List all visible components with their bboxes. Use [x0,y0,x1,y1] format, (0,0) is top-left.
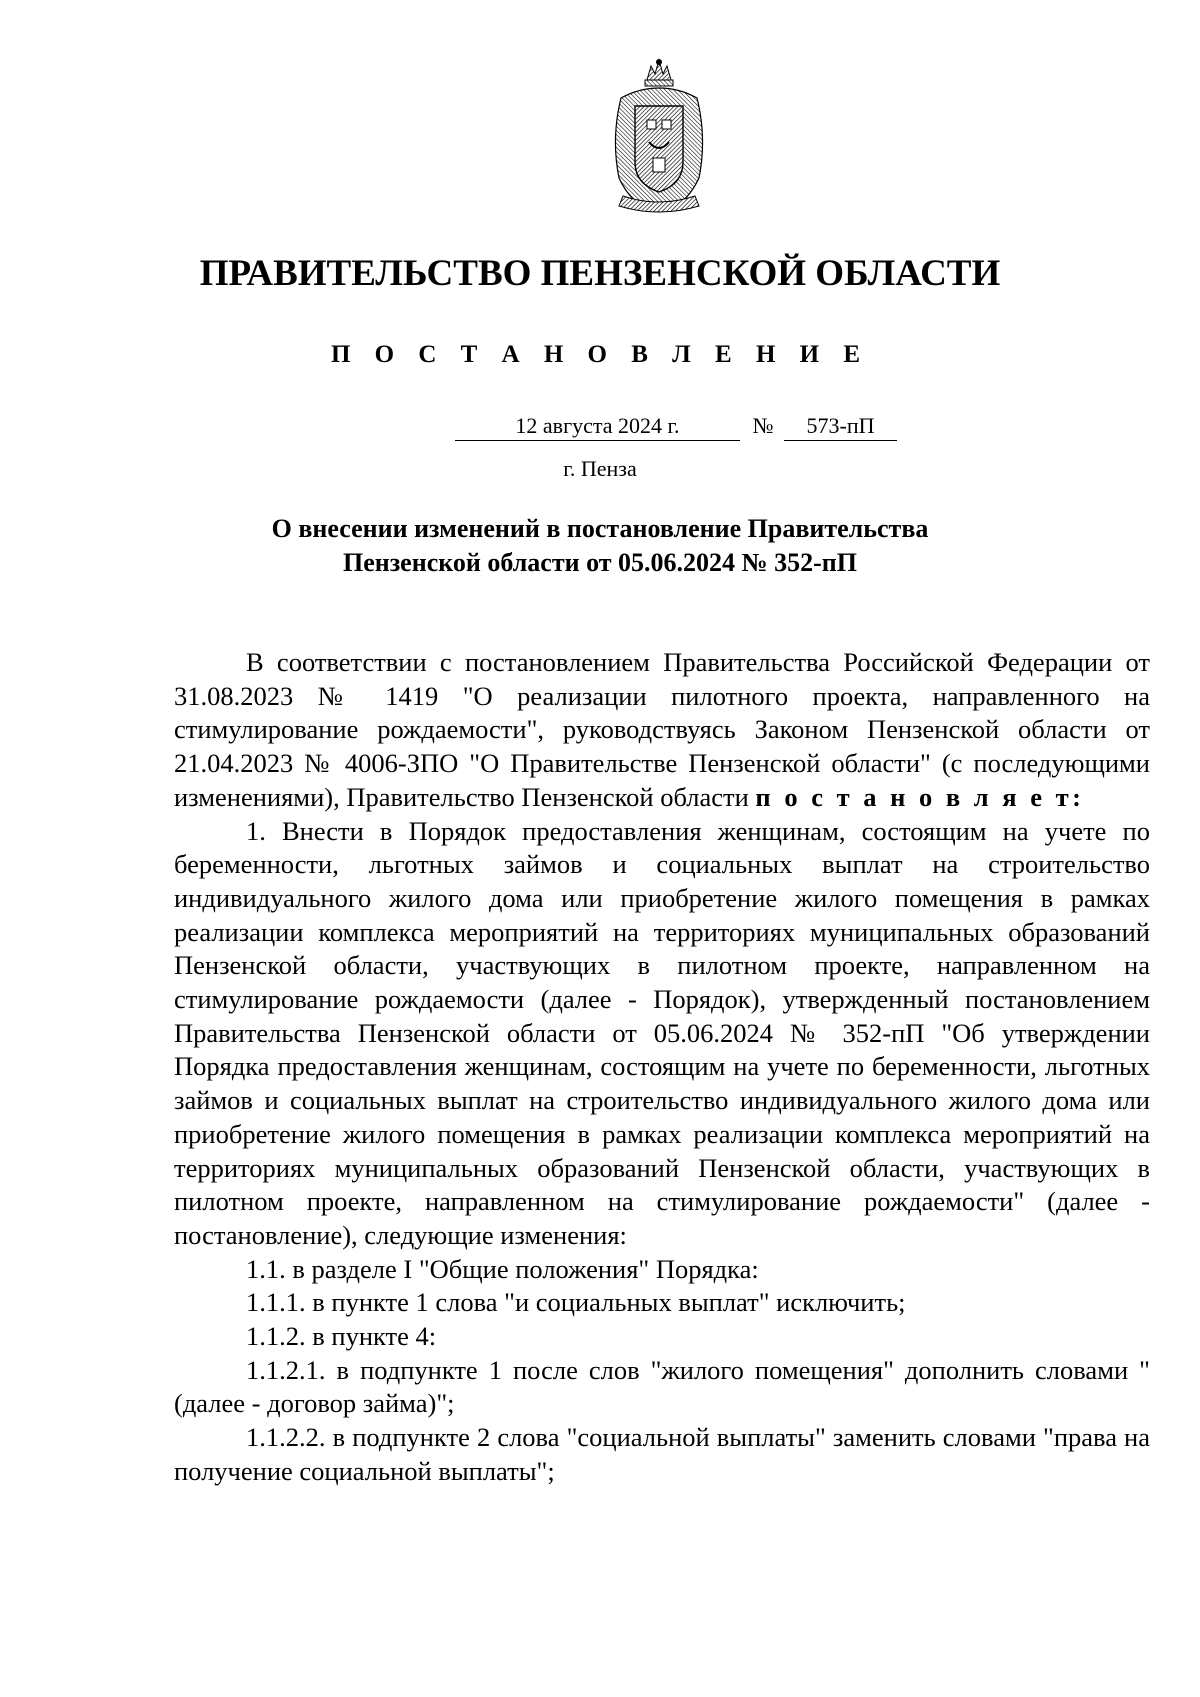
item-1-paragraph: 1. Внести в Порядок предоставления женщинам, состоящим на учете по беременности, льготных займов и социальных выплат на строительство индивидуального жилого дома или приобретение жилого помещения в рамках реализации комплекса мероприятий на территориях муниципальных образований Пензенской области, участвующих в пилотном проекте, направленном на стимулирование рождаемости (далее - Порядок), утвержденный постановлением Правительства Пензенской области от 05.06.2024 № 352-пП "Об утверждении Порядка предоставления женщинам, состоящим на учете по беременности, льготных займов и социальных выплат на строительство индивидуального жилого дома или приобретение жилого помещения в рамках реализации комплекса мероприятий на территориях муниципальных образований Пензенской области, участвующих в пилотном проекте, направленном на стимулирование рождаемости" (далее - постановление), следующие изменения: [174,815,1150,1250]
item-1-1-2-2-paragraph: 1.1.2.2. в подпункте 2 слова "социальной выплаты" заменить словами "права на получение социальной выплаты"; [174,1422,1150,1486]
item-1-1-2-1-paragraph: 1.1.2.1. в подпункте 1 после слов "жилого помещения" дополнить словами "(далее - договор займа)"; [174,1354,1150,1419]
coat-of-arms-emblem [603,58,715,216]
number-sign: № [752,413,774,438]
document-title-line-2: Пензенской области от 05.06.2024 № 352-пП [342,548,858,577]
item-1-1-2-paragraph: 1.1.2. в пункте 4: [246,1321,437,1352]
government-name: ПРАВИТЕЛЬСТВО ПЕНЗЕНСКОЙ ОБЛАСТИ [199,253,1001,294]
issue-city: г. Пенза [563,456,637,481]
decree-word: п о с т а н о в л я е т: [755,781,1085,812]
document-date: 12 августа 2024 г. [455,412,740,441]
preamble-text: В соответствии с постановлением Правительства Российской Федерации от 31.08.2023 № 1419 "О реализации пилотного проекта, направленного на стимулирование рождаемости", руководствуясь Законом Пензенской области от 21.04.2023 № 4006-ЗПО "О Правительстве Пензенской области" (с последующими изменениями), Правительство Пензенской области [174,647,1150,812]
document-title-line-1: О внесении изменений в постановление Правительства [271,514,929,543]
item-1-1-1-paragraph: 1.1.1. в пункте 1 слова "и социальных выплат" исключить; [246,1287,906,1318]
preamble-paragraph [174,646,1150,815]
document-body [174,646,1150,1489]
document-number: 573-пП [784,412,897,441]
document-title [0,512,1200,580]
document-type: П О С Т А Н О В Л Е Н И Е [330,341,870,368]
item-1-1-paragraph: 1.1. в разделе I "Общие положения" Порядка: [246,1253,759,1284]
